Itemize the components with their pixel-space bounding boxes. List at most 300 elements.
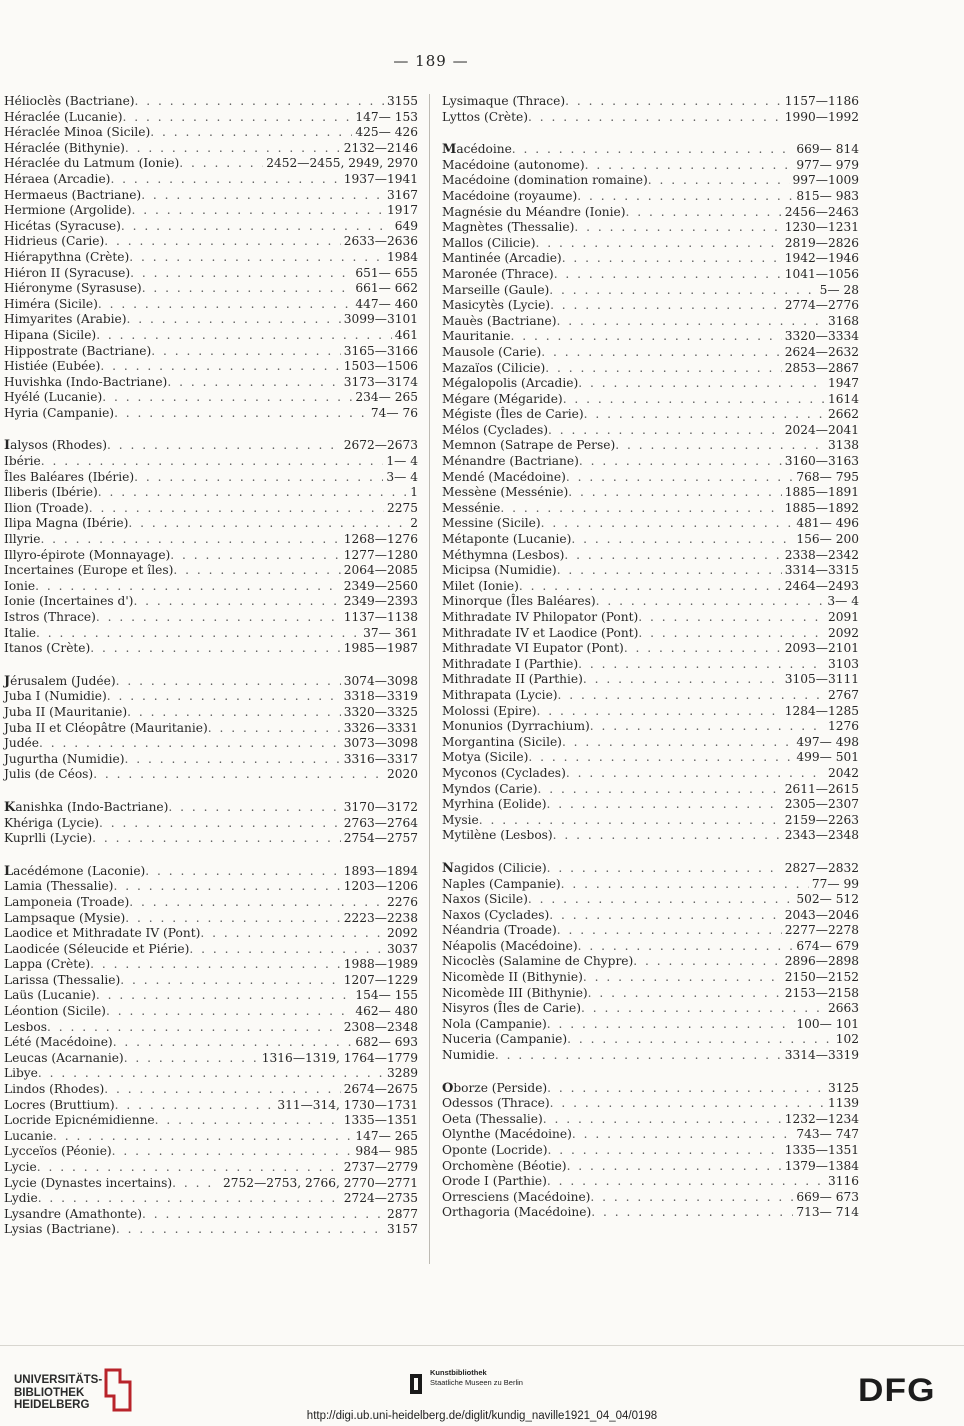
dot-leader bbox=[96, 988, 353, 1004]
entry-name: Juba II et Cléopâtre (Mauritanie) bbox=[4, 720, 208, 735]
index-entry bbox=[442, 142, 859, 158]
index-entry bbox=[442, 1017, 859, 1033]
dot-leader bbox=[536, 704, 781, 720]
ub-logo-line: HEIDELBERG bbox=[14, 1399, 90, 1411]
entry-name: Hyélé (Lucanie) bbox=[4, 390, 103, 405]
entry-name: Kanishka (Indo-Bactriane) bbox=[4, 799, 169, 815]
index-entry bbox=[442, 797, 859, 813]
entry-numbers: 1268—1276 bbox=[343, 532, 418, 547]
index-entry bbox=[442, 828, 859, 844]
entry-name: Numidie bbox=[442, 1048, 495, 1063]
entry-numbers: 1— 4 bbox=[386, 454, 418, 469]
entry-name: Naxos (Cyclades) bbox=[442, 907, 550, 922]
entry-numbers: 2611—2615 bbox=[784, 781, 859, 796]
index-entry bbox=[4, 454, 418, 470]
entry-name: Lycie (Dynastes incertains) bbox=[4, 1175, 173, 1190]
index-entry bbox=[4, 1222, 418, 1238]
dot-leader bbox=[562, 251, 782, 267]
entry-name: Nicomède III (Bithynie) bbox=[442, 985, 588, 1000]
index-entry bbox=[442, 485, 859, 501]
entry-numbers: 5— 28 bbox=[819, 282, 859, 297]
dot-leader bbox=[37, 1160, 341, 1176]
dot-leader bbox=[567, 1159, 782, 1175]
dot-leader bbox=[561, 877, 809, 893]
entry-numbers: 2624—2632 bbox=[784, 344, 859, 359]
entry-numbers: 1335—1351 bbox=[343, 1113, 418, 1128]
dot-leader bbox=[150, 125, 352, 141]
entry-name: Lappa (Crète) bbox=[4, 957, 91, 972]
index-entry bbox=[4, 879, 418, 895]
entry-name: Ialysos (Rhodes) bbox=[4, 438, 108, 454]
dot-leader bbox=[510, 329, 781, 345]
entry-name: Maronée (Thrace) bbox=[442, 266, 554, 281]
index-entry bbox=[4, 1207, 418, 1223]
index-entry bbox=[442, 610, 859, 626]
index-entry bbox=[442, 314, 859, 330]
index-entry bbox=[4, 141, 418, 157]
entry-name: Minorque (Îles Baléares) bbox=[442, 594, 596, 609]
entry-name: Milet (Ionie) bbox=[442, 578, 519, 593]
index-entry bbox=[442, 719, 859, 735]
entry-numbers: 461 bbox=[394, 327, 418, 342]
entry-numbers: 1893—1894 bbox=[343, 863, 418, 878]
index-letter-section bbox=[4, 438, 418, 656]
index-entry bbox=[442, 267, 859, 283]
entry-name: Héraea (Arcadie) bbox=[4, 171, 111, 186]
index-entry bbox=[442, 1096, 859, 1112]
index-entry bbox=[4, 626, 418, 642]
entry-name: Larissa (Thessalie) bbox=[4, 972, 121, 987]
index-entry bbox=[4, 864, 418, 880]
entry-name: Hipana (Sicile) bbox=[4, 327, 97, 342]
dot-leader bbox=[41, 454, 384, 470]
entry-name: Lesbos bbox=[4, 1019, 47, 1034]
index-entry bbox=[442, 750, 859, 766]
dot-leader bbox=[96, 610, 341, 626]
entry-numbers: 3320—3325 bbox=[343, 704, 418, 719]
index-letter-section bbox=[4, 800, 418, 847]
entry-numbers: 3160—3163 bbox=[784, 454, 859, 469]
dot-leader bbox=[116, 1222, 384, 1238]
index-entry bbox=[4, 641, 418, 657]
entry-numbers: 3314—3315 bbox=[784, 563, 859, 578]
entry-name: Mégalopolis (Arcadie) bbox=[442, 376, 579, 391]
entry-name: Himyarites (Arabie) bbox=[4, 312, 127, 327]
index-entry bbox=[442, 329, 859, 345]
index-entry bbox=[4, 1191, 418, 1207]
index-entry bbox=[442, 782, 859, 798]
entry-numbers: 2674—2675 bbox=[343, 1082, 418, 1097]
index-entry bbox=[442, 1174, 859, 1190]
index-entry bbox=[442, 454, 859, 470]
dot-leader bbox=[142, 281, 353, 297]
dot-leader bbox=[590, 719, 825, 735]
entry-name: Mégiste (Îles de Carie) bbox=[442, 407, 584, 422]
entry-name: Lindos (Rhodes) bbox=[4, 1082, 105, 1097]
dot-leader bbox=[545, 361, 782, 377]
dot-leader bbox=[562, 735, 793, 751]
dot-leader bbox=[550, 1096, 825, 1112]
entry-numbers: 3074—3098 bbox=[343, 673, 418, 688]
dot-leader bbox=[106, 1004, 352, 1020]
entry-numbers: 2042 bbox=[827, 765, 859, 780]
entry-numbers: 669— 814 bbox=[796, 142, 859, 157]
ub-heidelberg-logo[interactable] bbox=[14, 1374, 102, 1412]
entry-name: Macédoine (royaume) bbox=[442, 188, 578, 203]
entry-name: Macédoine (autonome) bbox=[442, 157, 585, 172]
dot-leader bbox=[581, 1001, 825, 1017]
ub-logo-line: UNIVERSITÄTS- bbox=[14, 1374, 103, 1386]
index-entry bbox=[442, 1112, 859, 1128]
source-url[interactable]: http://digi.ub.uni-heidelberg.de/diglit/kundig_naville1921_04_04/0198 bbox=[306, 1410, 658, 1422]
index-entry bbox=[4, 988, 418, 1004]
entry-name: Macédoine bbox=[442, 142, 512, 158]
entry-name: Nicomède II (Bithynie) bbox=[442, 970, 583, 985]
entry-numbers: 3037 bbox=[386, 941, 418, 956]
index-entry bbox=[4, 203, 418, 219]
dot-leader bbox=[127, 312, 341, 328]
index-entry bbox=[442, 283, 859, 299]
entry-numbers: 2275 bbox=[386, 500, 418, 515]
entry-name: Hiérapythna (Crète) bbox=[4, 249, 130, 264]
dot-leader bbox=[98, 485, 407, 501]
entry-name: Himéra (Sicile) bbox=[4, 296, 98, 311]
index-entry bbox=[442, 236, 859, 252]
entry-name: Lysias (Bactriane) bbox=[4, 1222, 116, 1237]
entry-numbers: 2752—2753, 2766, 2770—2771 bbox=[223, 1175, 418, 1190]
entry-numbers: 2663 bbox=[827, 1001, 859, 1016]
entry-name: Motya (Sicile) bbox=[442, 750, 529, 765]
entry-name: Lété (Macédoine) bbox=[4, 1035, 113, 1050]
entry-name: Oponte (Locride) bbox=[442, 1143, 548, 1157]
dot-leader bbox=[528, 892, 794, 908]
entry-name: Naxos (Sicile) bbox=[442, 892, 528, 907]
index-entry bbox=[442, 579, 859, 595]
index-entry bbox=[4, 188, 418, 204]
entry-numbers: 2223—2238 bbox=[343, 910, 418, 925]
entry-name: Memnon (Satrape de Perse) bbox=[442, 438, 616, 453]
dot-leader bbox=[113, 879, 340, 895]
dot-leader bbox=[548, 423, 782, 439]
index-entry bbox=[4, 1004, 418, 1020]
entry-name: Myndos (Carie) bbox=[442, 781, 538, 796]
entry-name: Lucanie bbox=[4, 1128, 53, 1143]
entry-numbers: 481— 496 bbox=[796, 516, 859, 531]
staatliche-museen-name: Staatliche Museen zu Berlin bbox=[430, 1378, 523, 1387]
entry-numbers: 2767 bbox=[827, 687, 859, 702]
entry-name: Mithrapata (Lycie) bbox=[442, 687, 558, 702]
dot-leader bbox=[528, 750, 793, 766]
entry-name: Ibérie bbox=[4, 454, 41, 469]
dot-leader bbox=[167, 375, 340, 391]
entry-name: Magnésie du Méandre (Ionie) bbox=[442, 204, 626, 219]
entry-numbers: 1139 bbox=[827, 1096, 859, 1111]
entry-numbers: 497— 498 bbox=[796, 734, 859, 749]
entry-name: Mysie bbox=[442, 812, 479, 827]
entry-numbers: 3— 4 bbox=[827, 594, 859, 609]
entry-numbers: 2774—2776 bbox=[784, 298, 859, 313]
index-entry bbox=[442, 1190, 859, 1206]
index-entry bbox=[442, 672, 859, 688]
entry-name: Néandria (Troade) bbox=[442, 923, 557, 938]
dot-leader bbox=[547, 1081, 825, 1097]
entry-numbers: 2305—2307 bbox=[784, 797, 859, 812]
entry-numbers: 2349—2393 bbox=[343, 594, 418, 609]
index-entry bbox=[442, 392, 859, 408]
dfg-logo[interactable]: DFG bbox=[858, 1372, 936, 1408]
entry-numbers: 311—314, 1730—1731 bbox=[277, 1097, 418, 1112]
entry-name: Juba I (Numidie) bbox=[4, 689, 107, 704]
entry-numbers: 1335—1351 bbox=[784, 1143, 859, 1157]
dot-leader bbox=[566, 470, 794, 486]
entry-numbers: 2763—2764 bbox=[343, 815, 418, 830]
index-entry bbox=[442, 345, 859, 361]
index-entry bbox=[4, 470, 418, 486]
entry-name: Mithradate IV et Laodice (Pont) bbox=[442, 625, 639, 640]
index-entry bbox=[442, 861, 859, 877]
entry-numbers: 3167 bbox=[386, 187, 418, 202]
index-entry bbox=[442, 438, 859, 454]
dot-leader bbox=[572, 1127, 794, 1143]
entry-numbers: 74— 76 bbox=[370, 405, 418, 420]
dot-leader bbox=[648, 173, 790, 189]
dot-leader bbox=[578, 657, 825, 673]
entry-numbers: 1 bbox=[410, 485, 418, 500]
entry-numbers: 3073—3098 bbox=[343, 736, 418, 751]
dot-leader bbox=[47, 1020, 341, 1036]
entry-name: Héraclée Minoa (Sicile) bbox=[4, 125, 151, 140]
entry-name: Olynthe (Macédoine) bbox=[442, 1127, 572, 1142]
index-entry bbox=[4, 359, 418, 375]
dot-leader bbox=[538, 782, 782, 798]
dot-leader bbox=[125, 752, 341, 768]
entry-numbers: 2159—2263 bbox=[784, 812, 859, 827]
dot-leader bbox=[546, 797, 781, 813]
index-entry bbox=[4, 219, 418, 235]
dot-leader bbox=[129, 895, 384, 911]
entry-name: Mithradate VI Eupator (Pont) bbox=[442, 641, 624, 656]
dot-leader bbox=[102, 390, 352, 406]
entry-name: Magnètes (Thessalie) bbox=[442, 220, 575, 235]
entry-name: Méthymna (Lesbos) bbox=[442, 547, 565, 562]
entry-name: Masicytès (Lycie) bbox=[442, 298, 551, 313]
entry-numbers: 1232—1234 bbox=[784, 1111, 859, 1126]
entry-numbers: 2754—2757 bbox=[343, 831, 418, 846]
dot-leader bbox=[168, 800, 340, 816]
dot-leader bbox=[615, 438, 825, 454]
entry-name: Orode I (Parthie) bbox=[442, 1174, 547, 1189]
entry-name: Héraclée (Lucanie) bbox=[4, 109, 123, 124]
entry-name: Marseille (Gaule) bbox=[442, 282, 550, 297]
entry-name: Messénie bbox=[442, 500, 501, 515]
dot-leader bbox=[53, 1129, 352, 1145]
entry-name: Incertaines (Europe et îles) bbox=[4, 563, 174, 578]
dot-leader bbox=[547, 861, 782, 877]
entry-numbers: 768— 795 bbox=[796, 469, 859, 484]
entry-name: Lysandre (Amathonte) bbox=[4, 1206, 143, 1221]
index-entry bbox=[442, 205, 859, 221]
entry-numbers: 2093—2101 bbox=[784, 641, 859, 656]
entry-numbers: 2456—2463 bbox=[784, 204, 859, 219]
dot-leader bbox=[179, 156, 263, 172]
entry-numbers: 3326—3331 bbox=[343, 720, 418, 735]
entry-name: Hippostrate (Bactriane) bbox=[4, 343, 152, 358]
index-entry bbox=[4, 1144, 418, 1160]
dot-leader bbox=[547, 1017, 794, 1033]
index-column-right bbox=[442, 94, 859, 1238]
entry-name: Lycceïos (Péonie) bbox=[4, 1144, 112, 1159]
dot-leader bbox=[141, 188, 384, 204]
index-entry bbox=[4, 1160, 418, 1176]
entry-name: Lydie bbox=[4, 1191, 38, 1206]
index-entry bbox=[4, 1082, 418, 1098]
dot-leader bbox=[89, 501, 384, 517]
dot-leader bbox=[96, 328, 392, 344]
dot-leader bbox=[172, 1176, 220, 1192]
dot-leader bbox=[90, 957, 341, 973]
entry-numbers: 2853—2867 bbox=[784, 360, 859, 375]
index-entry bbox=[4, 767, 418, 783]
entry-name: Judée bbox=[4, 736, 39, 751]
entry-name: Mauritanie bbox=[442, 329, 511, 344]
entry-name: Laüs (Lucanie) bbox=[4, 988, 96, 1003]
entry-numbers: 447— 460 bbox=[355, 296, 418, 311]
dot-leader bbox=[583, 672, 782, 688]
index-entry bbox=[4, 800, 418, 816]
dot-leader bbox=[585, 158, 794, 174]
index-letter-section bbox=[442, 142, 859, 844]
index-entry bbox=[4, 895, 418, 911]
dot-leader bbox=[130, 266, 352, 282]
entry-numbers: 3316—3317 bbox=[343, 751, 418, 766]
index-entry bbox=[442, 548, 859, 564]
index-entry bbox=[442, 626, 859, 642]
entry-numbers: 2091 bbox=[827, 610, 859, 624]
dot-leader bbox=[584, 407, 825, 423]
dot-leader bbox=[129, 250, 384, 266]
dot-leader bbox=[36, 626, 360, 642]
index-entry bbox=[4, 1113, 418, 1129]
index-entry bbox=[442, 423, 859, 439]
entry-numbers: 1276 bbox=[827, 719, 859, 734]
dot-leader bbox=[583, 970, 782, 986]
dot-leader bbox=[590, 1190, 793, 1206]
dot-leader bbox=[125, 141, 341, 157]
entry-name: Lamia (Thessalie) bbox=[4, 879, 114, 894]
entry-name: Lycie bbox=[4, 1160, 37, 1174]
entry-numbers: 2064—2085 bbox=[343, 563, 418, 578]
index-entry bbox=[4, 957, 418, 973]
entry-name: Hermione (Argolide) bbox=[4, 203, 132, 218]
entry-numbers: 3105—3111 bbox=[784, 672, 859, 687]
entry-name: Juba II (Mauritanie) bbox=[4, 704, 128, 719]
dot-leader bbox=[38, 1066, 384, 1082]
dot-leader bbox=[104, 234, 340, 250]
entry-numbers: 100— 101 bbox=[796, 1016, 859, 1031]
index-entry bbox=[4, 406, 418, 422]
entry-name: Nola (Campanie) bbox=[442, 1016, 547, 1031]
entry-numbers: 3099—3101 bbox=[343, 312, 418, 327]
index-entry bbox=[4, 110, 418, 126]
index-entry bbox=[442, 954, 859, 970]
dot-leader bbox=[549, 908, 782, 924]
index-entry bbox=[4, 831, 418, 847]
dot-leader bbox=[124, 1051, 259, 1067]
dot-leader bbox=[170, 548, 340, 564]
dot-leader bbox=[107, 689, 341, 705]
entry-numbers: 1041—1056 bbox=[784, 266, 859, 281]
dot-leader bbox=[127, 705, 341, 721]
entry-name: Ilipa Magna (Ibérie) bbox=[4, 516, 129, 531]
index-entry bbox=[442, 892, 859, 908]
dot-leader bbox=[578, 939, 794, 955]
dot-leader bbox=[122, 110, 352, 126]
dot-leader bbox=[35, 579, 341, 595]
index-entry bbox=[4, 1051, 418, 1067]
entry-name: Orthagoria (Macédoine) bbox=[442, 1205, 592, 1220]
index-entry bbox=[4, 328, 418, 344]
dot-leader bbox=[93, 767, 384, 783]
entry-name: Mendé (Macédoine) bbox=[442, 469, 566, 484]
entry-numbers: 3320—3334 bbox=[784, 329, 859, 344]
entry-numbers: 2024—2041 bbox=[784, 422, 859, 437]
dot-leader bbox=[90, 641, 340, 657]
dot-leader bbox=[566, 766, 825, 782]
dot-leader bbox=[114, 406, 368, 422]
entry-name: Istros (Thrace) bbox=[4, 610, 96, 624]
dot-leader bbox=[596, 594, 825, 610]
page-number: — 189 — bbox=[393, 52, 469, 70]
index-entry bbox=[4, 312, 418, 328]
dot-leader bbox=[558, 688, 825, 704]
entry-name: Ionie bbox=[4, 578, 36, 593]
dot-leader bbox=[571, 532, 793, 548]
index-entry bbox=[4, 563, 418, 579]
entry-numbers: 3138 bbox=[827, 438, 859, 453]
index-entry bbox=[4, 689, 418, 705]
entry-numbers: 425— 426 bbox=[355, 125, 418, 140]
index-entry bbox=[4, 94, 418, 110]
entry-name: Naples (Campanie) bbox=[442, 876, 561, 891]
entry-name: Oborze (Perside) bbox=[442, 1080, 548, 1096]
entry-name: Mauès (Bactriane) bbox=[442, 313, 557, 328]
entry-numbers: 3103 bbox=[827, 656, 859, 671]
kunstbibliothek-label bbox=[430, 1368, 523, 1388]
kunstbibliothek-logo-icon[interactable] bbox=[408, 1372, 424, 1396]
index-entry bbox=[4, 375, 418, 391]
entry-numbers: 2043—2046 bbox=[784, 907, 859, 922]
dot-leader bbox=[155, 1113, 341, 1129]
entry-name: Iliberis (Ibérie) bbox=[4, 485, 98, 500]
entry-name: Hélioclès (Bactriane) bbox=[4, 94, 135, 108]
index-entry bbox=[4, 438, 418, 454]
entry-numbers: 3168 bbox=[827, 313, 859, 328]
entry-name: Nicoclès (Salamine de Chypre) bbox=[442, 954, 634, 969]
entry-numbers: 3155 bbox=[386, 94, 418, 108]
entry-name: Messine (Sicile) bbox=[442, 516, 541, 531]
dot-leader bbox=[556, 314, 825, 330]
entry-numbers: 743— 747 bbox=[796, 1127, 859, 1142]
index-entry bbox=[4, 532, 418, 548]
dot-leader bbox=[151, 344, 341, 360]
dot-leader bbox=[38, 1191, 341, 1207]
entry-name: Héraclée du Latmum (Ionie) bbox=[4, 156, 180, 171]
index-entry bbox=[442, 1159, 859, 1175]
dot-leader bbox=[98, 297, 353, 313]
entry-numbers: 682— 693 bbox=[355, 1035, 418, 1050]
index-entry bbox=[442, 516, 859, 532]
entry-numbers: 1284—1285 bbox=[784, 703, 859, 718]
